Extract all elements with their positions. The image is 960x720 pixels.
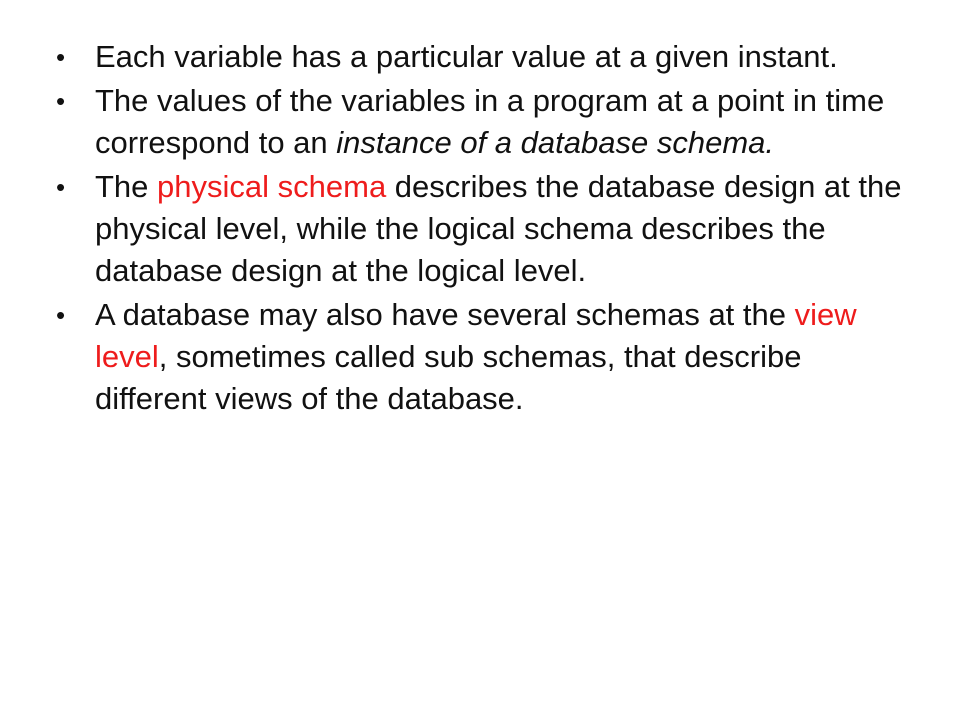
bullet-dot-icon: • bbox=[56, 172, 66, 202]
italic-term: instance of a database schema. bbox=[336, 125, 774, 160]
bullet-item bbox=[56, 294, 906, 420]
bullet-text: Each variable has a particular value at a given instant. bbox=[95, 39, 838, 74]
highlight-term: physical schema bbox=[157, 169, 387, 204]
bullet-item bbox=[56, 166, 906, 292]
bullet-dot-icon: • bbox=[56, 300, 66, 330]
bullet-text-plain: The bbox=[95, 169, 158, 204]
bullet-dot-icon: • bbox=[56, 86, 66, 116]
bullet-text bbox=[95, 294, 906, 420]
bullet-text bbox=[95, 80, 906, 164]
bullet-list bbox=[56, 36, 906, 422]
bullet-text-plain: A database may also have several schemas at the bbox=[95, 297, 795, 332]
bullet-dot-icon: • bbox=[56, 42, 66, 72]
bullet-item bbox=[56, 36, 906, 78]
highlight-term: view level bbox=[95, 297, 857, 374]
bullet-text bbox=[95, 166, 906, 292]
bullet-text-plain: describes the database design at the physical level, while the logical schema describes the database design at the logical level. bbox=[95, 169, 902, 288]
bullet-item bbox=[56, 80, 906, 164]
bullet-text-plain: The values of the variables in a program at a point in time correspond to an bbox=[95, 83, 885, 160]
bullet-text-plain: , sometimes called sub schemas, that describe different views of the database. bbox=[95, 339, 802, 416]
